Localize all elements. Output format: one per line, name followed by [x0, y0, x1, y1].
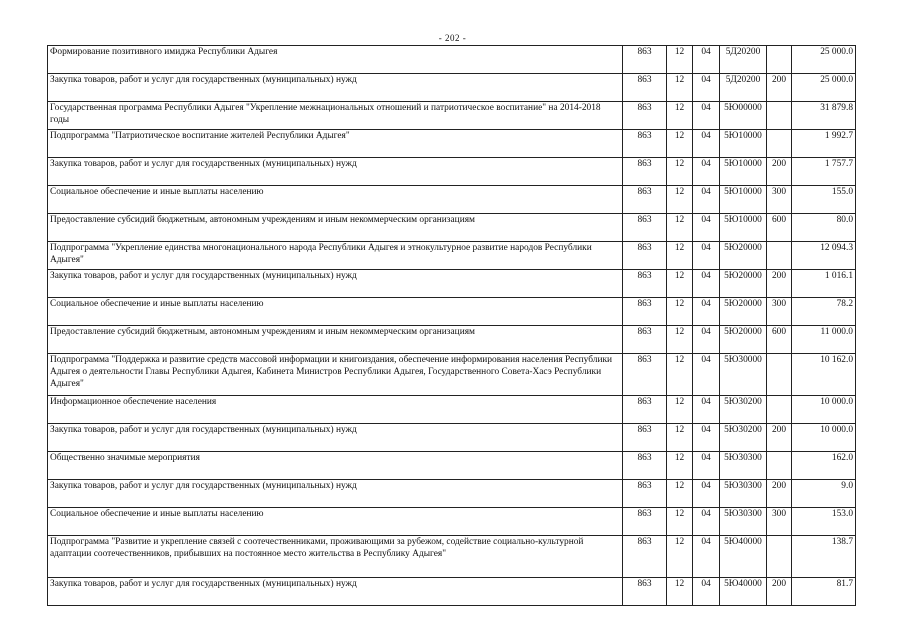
row-rz: 12: [667, 214, 693, 242]
row-pr: 04: [693, 74, 720, 102]
budget-table: [47, 45, 856, 606]
row-name: Подпрограмма "Развитие и укрепление связей с соотечественниками, проживающими за рубежом, содействие социально-культурной адаптации соотечественников, прибывших на постоянное место жительства в Республику Адыгея": [48, 536, 623, 578]
row-sum: 11 000.0: [792, 326, 856, 354]
row-vr: [767, 130, 792, 158]
row-sum: 80.0: [792, 214, 856, 242]
row-pr: 04: [693, 452, 720, 480]
row-name: Подпрограмма "Поддержка и развитие средств массовой информации и книгоиздания, обеспечение информирования населения Республики Адыгея о деятельности Главы Республики Адыгея, Кабинета Министров Республики Адыгея, Государственного Совета-Хасэ Республики Адыгея": [48, 354, 623, 396]
row-vr: 200: [767, 480, 792, 508]
row-name: Предоставление субсидий бюджетным, автономным учреждениям и иным некоммерческим организациям: [48, 326, 623, 354]
row-rz: 12: [667, 298, 693, 326]
row-sum: 78.2: [792, 298, 856, 326]
row-csr: 5Ю30300: [720, 452, 767, 480]
table-row: [48, 508, 856, 536]
row-csr: 5Ю10000: [720, 130, 767, 158]
table-row: [48, 186, 856, 214]
row-rz: 12: [667, 74, 693, 102]
row-ved: 863: [623, 46, 667, 74]
row-pr: 04: [693, 46, 720, 74]
row-csr: 5Ю10000: [720, 158, 767, 186]
row-vr: 600: [767, 326, 792, 354]
row-ved: 863: [623, 298, 667, 326]
row-csr: 5Ю30000: [720, 354, 767, 396]
row-name: Государственная программа Республики Адыгея "Укрепление межнациональных отношений и патриотическое воспитание" на 2014-2018 годы: [48, 102, 623, 130]
row-name: Информационное обеспечение населения: [48, 396, 623, 424]
row-sum: 138.7: [792, 536, 856, 578]
table-row: [48, 396, 856, 424]
row-ved: 863: [623, 424, 667, 452]
row-sum: 162.0: [792, 452, 856, 480]
row-vr: 600: [767, 214, 792, 242]
row-sum: 25 000.0: [792, 46, 856, 74]
row-vr: 300: [767, 298, 792, 326]
row-csr: 5Ю30300: [720, 480, 767, 508]
row-sum: 25 000.0: [792, 74, 856, 102]
table-row: [48, 354, 856, 396]
row-rz: 12: [667, 508, 693, 536]
row-vr: [767, 242, 792, 270]
row-csr: 5Ю30200: [720, 424, 767, 452]
row-pr: 04: [693, 480, 720, 508]
row-pr: 04: [693, 396, 720, 424]
page-number: - 202 -: [438, 33, 467, 43]
row-ved: 863: [623, 536, 667, 578]
table-row: [48, 158, 856, 186]
table-row: [48, 578, 856, 606]
row-name: Предоставление субсидий бюджетным, автономным учреждениям и иным некоммерческим организациям: [48, 214, 623, 242]
row-ved: 863: [623, 326, 667, 354]
row-name: Подпрограмма "Патриотическое воспитание жителей Республики Адыгея": [48, 130, 623, 158]
table-row: [48, 298, 856, 326]
row-ved: 863: [623, 578, 667, 606]
table-row: [48, 102, 856, 130]
row-vr: 300: [767, 186, 792, 214]
row-csr: 5Ю20000: [720, 298, 767, 326]
row-ved: 863: [623, 508, 667, 536]
row-name: Социальное обеспечение и иные выплаты населению: [48, 186, 623, 214]
row-csr: 5Ю10000: [720, 214, 767, 242]
row-rz: 12: [667, 396, 693, 424]
row-vr: 200: [767, 578, 792, 606]
row-rz: 12: [667, 130, 693, 158]
row-sum: 81.7: [792, 578, 856, 606]
table-row: [48, 424, 856, 452]
row-name: Общественно значимые мероприятия: [48, 452, 623, 480]
row-ved: 863: [623, 396, 667, 424]
row-rz: 12: [667, 242, 693, 270]
row-sum: 12 094.3: [792, 242, 856, 270]
table-row: [48, 536, 856, 578]
row-rz: 12: [667, 46, 693, 74]
table-row: [48, 452, 856, 480]
row-rz: 12: [667, 536, 693, 578]
row-pr: 04: [693, 270, 720, 298]
row-vr: 300: [767, 508, 792, 536]
row-pr: 04: [693, 508, 720, 536]
row-pr: 04: [693, 158, 720, 186]
table-row: [48, 130, 856, 158]
row-vr: 200: [767, 74, 792, 102]
row-csr: 5Д20200: [720, 46, 767, 74]
row-csr: 5Ю40000: [720, 578, 767, 606]
row-pr: 04: [693, 354, 720, 396]
row-rz: 12: [667, 578, 693, 606]
table-row: [48, 480, 856, 508]
row-name: Закупка товаров, работ и услуг для государственных (муниципальных) нужд: [48, 578, 623, 606]
row-pr: 04: [693, 424, 720, 452]
table-row: [48, 242, 856, 270]
row-pr: 04: [693, 298, 720, 326]
row-vr: [767, 536, 792, 578]
row-ved: 863: [623, 158, 667, 186]
row-ved: 863: [623, 74, 667, 102]
row-csr: 5Ю30200: [720, 396, 767, 424]
row-sum: 1 757.7: [792, 158, 856, 186]
row-pr: 04: [693, 536, 720, 578]
row-ved: 863: [623, 102, 667, 130]
row-ved: 863: [623, 130, 667, 158]
row-ved: 863: [623, 270, 667, 298]
row-name: Социальное обеспечение и иные выплаты населению: [48, 508, 623, 536]
row-vr: [767, 354, 792, 396]
row-name: Закупка товаров, работ и услуг для государственных (муниципальных) нужд: [48, 74, 623, 102]
row-sum: 9.0: [792, 480, 856, 508]
row-vr: [767, 396, 792, 424]
row-rz: 12: [667, 326, 693, 354]
row-ved: 863: [623, 354, 667, 396]
row-name: Закупка товаров, работ и услуг для государственных (муниципальных) нужд: [48, 424, 623, 452]
table-row: [48, 326, 856, 354]
row-pr: 04: [693, 186, 720, 214]
row-vr: 200: [767, 424, 792, 452]
row-rz: 12: [667, 354, 693, 396]
row-csr: 5Ю20000: [720, 270, 767, 298]
row-ved: 863: [623, 242, 667, 270]
row-csr: 5Ю40000: [720, 536, 767, 578]
row-ved: 863: [623, 452, 667, 480]
row-vr: [767, 452, 792, 480]
row-vr: [767, 46, 792, 74]
table-row: [48, 74, 856, 102]
row-csr: 5Ю20000: [720, 242, 767, 270]
row-sum: 1 992.7: [792, 130, 856, 158]
row-rz: 12: [667, 424, 693, 452]
row-ved: 863: [623, 186, 667, 214]
row-ved: 863: [623, 214, 667, 242]
row-sum: 153.0: [792, 508, 856, 536]
row-pr: 04: [693, 102, 720, 130]
row-pr: 04: [693, 326, 720, 354]
row-rz: 12: [667, 270, 693, 298]
row-csr: 5Ю20000: [720, 326, 767, 354]
table-row: [48, 46, 856, 74]
row-name: Подпрограмма "Укрепление единства многонационального народа Республики Адыгея и этнокультурное развитие народов Республики Адыгея": [48, 242, 623, 270]
row-rz: 12: [667, 186, 693, 214]
row-sum: 1 016.1: [792, 270, 856, 298]
row-name: Закупка товаров, работ и услуг для государственных (муниципальных) нужд: [48, 270, 623, 298]
row-csr: 5Ю00000: [720, 102, 767, 130]
row-sum: 10 162.0: [792, 354, 856, 396]
row-pr: 04: [693, 242, 720, 270]
row-sum: 10 000.0: [792, 424, 856, 452]
row-pr: 04: [693, 578, 720, 606]
row-name: Закупка товаров, работ и услуг для государственных (муниципальных) нужд: [48, 480, 623, 508]
row-sum: 155.0: [792, 186, 856, 214]
row-rz: 12: [667, 102, 693, 130]
row-csr: 5Ю30300: [720, 508, 767, 536]
row-name: Социальное обеспечение и иные выплаты населению: [48, 298, 623, 326]
row-vr: 200: [767, 158, 792, 186]
row-rz: 12: [667, 480, 693, 508]
row-csr: 5Д20200: [720, 74, 767, 102]
row-sum: 10 000.0: [792, 396, 856, 424]
row-csr: 5Ю10000: [720, 186, 767, 214]
table-row: [48, 214, 856, 242]
row-rz: 12: [667, 452, 693, 480]
row-pr: 04: [693, 214, 720, 242]
row-sum: 31 879.8: [792, 102, 856, 130]
row-pr: 04: [693, 130, 720, 158]
row-name: Закупка товаров, работ и услуг для государственных (муниципальных) нужд: [48, 158, 623, 186]
row-ved: 863: [623, 480, 667, 508]
row-vr: [767, 102, 792, 130]
row-name: Формирование позитивного имиджа Республики Адыгея: [48, 46, 623, 74]
row-vr: 200: [767, 270, 792, 298]
table-row: [48, 270, 856, 298]
row-rz: 12: [667, 158, 693, 186]
